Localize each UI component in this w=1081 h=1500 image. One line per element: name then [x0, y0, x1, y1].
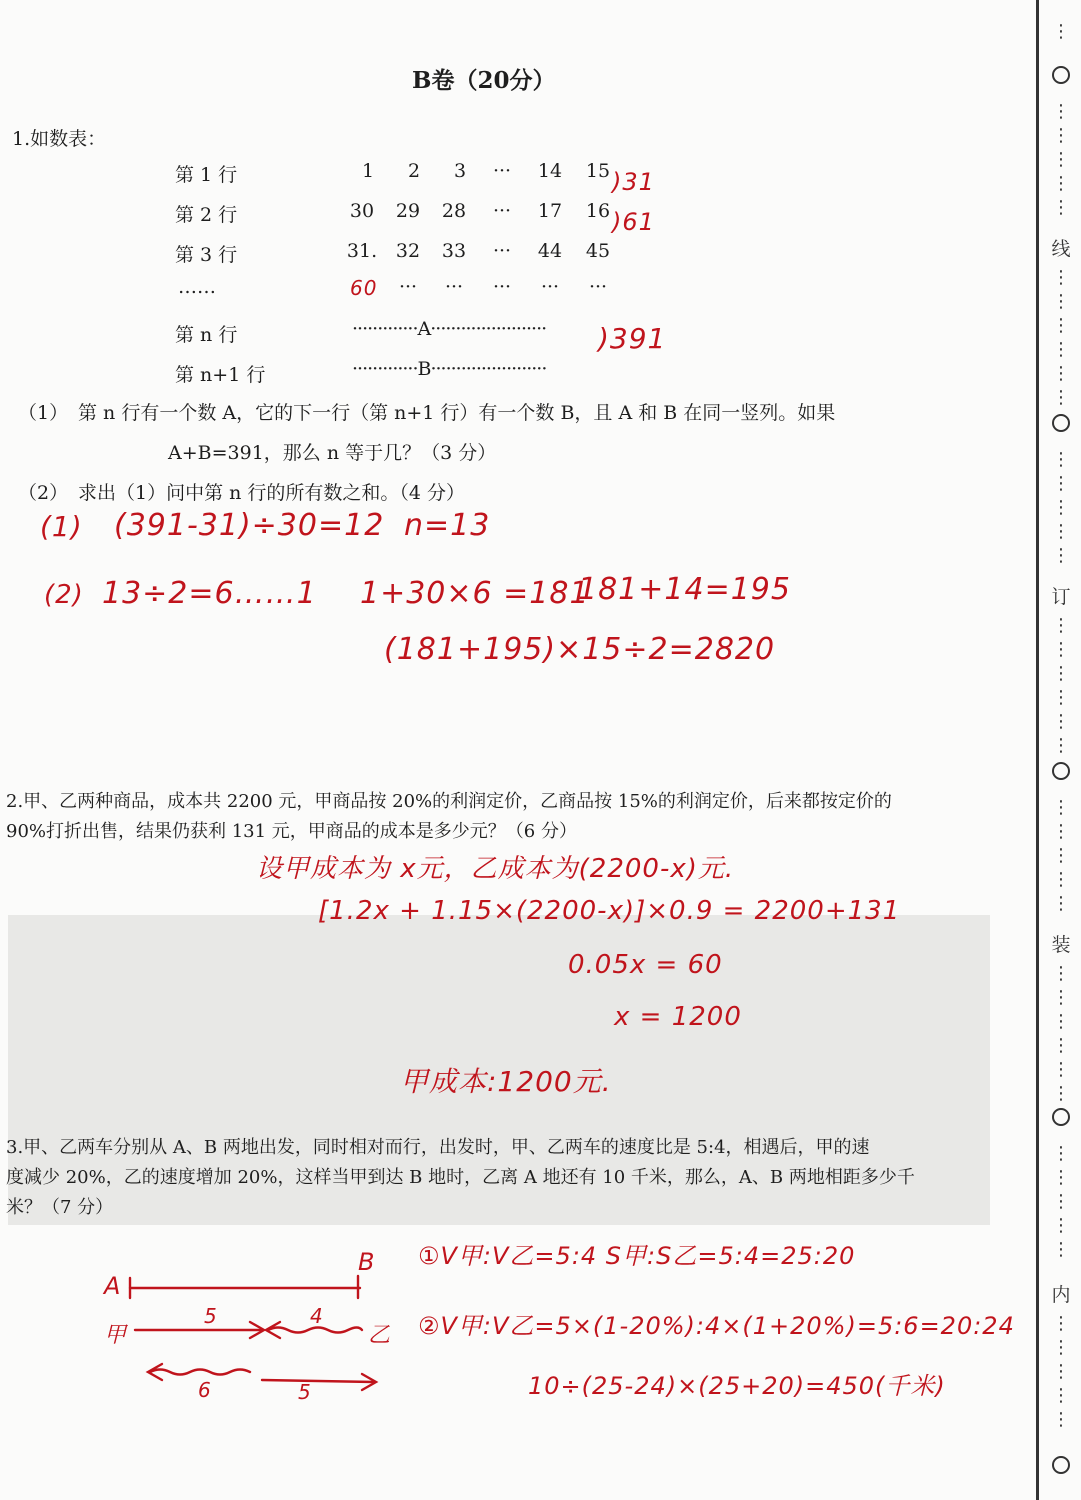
q3-text-line2: 度减少 20%，乙的速度增加 20%，这样当甲到达 B 地时，乙离 A 地还有 10 千米，那么，A、B 两地相距多少千 — [6, 1167, 915, 1188]
hw-q2-step1: 0.05x = 60 — [568, 950, 723, 980]
table-cell: 1 — [361, 160, 375, 182]
hw-note-60: 60 — [350, 276, 378, 300]
table-cell: 32 — [395, 240, 421, 262]
hw-diagram-label-6: 6 — [198, 1378, 212, 1402]
table-cell: 31. — [346, 240, 378, 262]
table-cell: 15 — [585, 160, 611, 182]
hw-note-r2: )61 — [612, 208, 655, 236]
table-cell: 2 — [407, 160, 421, 182]
binding-line — [1036, 0, 1039, 1500]
dotted-guide: ⋮ ⋮ ⋮ ⋮ ⋮ ⋮ — [1052, 615, 1070, 756]
hw-diagram-b: B — [358, 1248, 376, 1276]
q1-part1-text: 第 n 行有一个数 A，它的下一行（第 n+1 行）有一个数 B，且 A 和 B 在同一竖列。如果 — [78, 402, 836, 424]
q1-part1-text-2: A+B=391，那么 n 等于几？（3 分） — [168, 442, 497, 464]
row-label: 第 1 行 — [175, 164, 238, 186]
hw-diagram-label-5b: 5 — [298, 1380, 312, 1404]
table-cell: 30 — [349, 200, 375, 222]
diagram-arrow-jia-2 — [262, 1380, 374, 1382]
binding-hole-circle — [1052, 762, 1070, 780]
table-cell: ··· — [540, 276, 560, 298]
table-cell: 3 — [453, 160, 467, 182]
diagram-arrowhead — [266, 1322, 280, 1338]
hw-q1-a1-label: (1) — [40, 510, 83, 543]
table-cell: ··· — [588, 276, 608, 298]
diagram-arrow-yi-2 — [150, 1370, 250, 1375]
q1-stem: 1.如数表： — [12, 128, 107, 150]
margin-label-xian: 线 — [1051, 238, 1071, 260]
dotted-guide: ⋮ — [1052, 21, 1070, 42]
hw-q2-equation: [1.2x + 1.15×(2200-x)]×0.9 = 2200+131 — [318, 896, 901, 926]
hw-q1-a2-label: (2) — [44, 580, 84, 610]
dotted-guide: ⋮ ⋮ ⋮ ⋮ ⋮ — [1052, 101, 1070, 218]
row-label: 第 n 行 — [175, 324, 238, 346]
hw-q2-step2: x = 1200 — [614, 1002, 742, 1032]
q1-part1-number: （1） — [18, 402, 69, 424]
table-cell: 29 — [395, 200, 421, 222]
hw-note-391: )391 — [598, 322, 667, 355]
page-title: B卷（20分） — [412, 67, 556, 94]
hw-diagram-yi: 乙 — [368, 1323, 392, 1348]
dotted-guide: ⋮ ⋮ ⋮ ⋮ ⋮ ⋮ — [1052, 963, 1070, 1104]
hw-q1-a1-calc: (391-31)÷30=12 — [114, 508, 385, 543]
binding-hole-circle — [1052, 1456, 1070, 1474]
table-cell: ··· — [492, 276, 512, 298]
hw-q2-final: 甲成本:1200元. — [400, 1065, 612, 1098]
table-cell: 17 — [537, 200, 563, 222]
q3-text-line1: 3.甲、乙两车分别从 A、B 两地出发，同时相对而行，出发时，甲、乙两车的速度比是 5:4，相遇后，甲的速 — [6, 1137, 870, 1158]
binding-hole-circle — [1052, 414, 1070, 432]
q2-text-line2: 90%打折出售，结果仍获利 131 元，甲商品的成本是多少元？（6 分） — [6, 821, 577, 842]
hw-q1-a2-calc2: 1+30×6 =181 — [360, 576, 590, 611]
table-cell: ··· — [444, 276, 464, 298]
dotted-guide: ⋮ ⋮ ⋮ ⋮ ⋮ — [1052, 1313, 1070, 1430]
table-cell: ··· — [492, 160, 512, 182]
dotted-guide: ⋮ ⋮ ⋮ ⋮ ⋮ — [1052, 449, 1070, 566]
margin-label-nei: 内 — [1051, 1284, 1071, 1306]
hw-q3-step1: ①V甲:V乙=5:4 S甲:S乙=5:4=25:20 — [418, 1242, 856, 1270]
dotted-guide: ⋮ ⋮ ⋮ ⋮ ⋮ — [1052, 1143, 1070, 1260]
hw-q1-a1-n: n=13 — [404, 508, 491, 543]
diagram-arrow-yi — [268, 1328, 362, 1333]
hw-diagram-jia: 甲 — [104, 1323, 128, 1348]
diagram-arrowhead — [148, 1364, 162, 1380]
hw-q1-a2-calc1: 13÷2=6……1 — [102, 576, 317, 611]
row-label: 第 2 行 — [175, 204, 238, 226]
dotted-guide: ⋮ ⋮ ⋮ ⋮ ⋮ ⋮ — [1052, 267, 1070, 408]
table-cell: 44 — [537, 240, 563, 262]
q2-text-line1: 2.甲、乙两种商品，成本共 2200 元，甲商品按 20%的利润定价，乙商品按 15%的利润定价，后来都按定价的 — [6, 791, 892, 812]
q3-text-line3: 米？（7 分） — [6, 1197, 114, 1218]
margin-label-ding: 订 — [1051, 586, 1071, 608]
table-cell: 33 — [441, 240, 467, 262]
table-cell: 28 — [441, 200, 467, 222]
binding-hole-circle — [1052, 1108, 1070, 1126]
binding-hole-circle — [1052, 66, 1070, 84]
hw-q2-set: 设甲成本为 x元，乙成本为(2200-x)元. — [256, 854, 735, 884]
table-cell: 45 — [585, 240, 611, 262]
table-cell: 14 — [537, 160, 563, 182]
hw-note-r1: )31 — [612, 168, 655, 196]
margin-label-zhuang: 装 — [1051, 934, 1071, 956]
row-label: 第 3 行 — [175, 244, 238, 266]
hw-q1-a2-calc3: 181+14=195 — [578, 572, 791, 607]
q1-part2-text: 求出（1）问中第 n 行的所有数之和。（4 分） — [78, 482, 466, 504]
table-cell: ··· — [492, 200, 512, 222]
q1-part2-number: （2） — [18, 482, 69, 504]
row-n1-line: ·············B······················· — [352, 358, 547, 380]
table-cell: 16 — [585, 200, 611, 222]
hw-diagram-label-4: 4 — [310, 1304, 324, 1328]
row-label: 第 n+1 行 — [175, 364, 266, 386]
table-cell: ··· — [492, 240, 512, 262]
hw-diagram-label-5: 5 — [204, 1304, 218, 1328]
hw-q1-a2-calc4: (181+195)×15÷2=2820 — [384, 632, 776, 667]
dotted-guide: ⋮ ⋮ ⋮ ⋮ ⋮ — [1052, 797, 1070, 914]
hw-q3-step3: 10÷(25-24)×(25+20)=450(千米) — [528, 1372, 946, 1400]
hw-q3-step2: ②V甲:V乙=5×(1-20%):4×(1+20%)=5:6=20:24 — [418, 1312, 1015, 1340]
binding-margin — [1046, 0, 1076, 1500]
hw-diagram-a: A — [104, 1272, 122, 1300]
table-cell: ··· — [398, 276, 418, 298]
row-n-line: ·············A······················· — [352, 318, 547, 340]
row-label: …… — [178, 276, 216, 298]
